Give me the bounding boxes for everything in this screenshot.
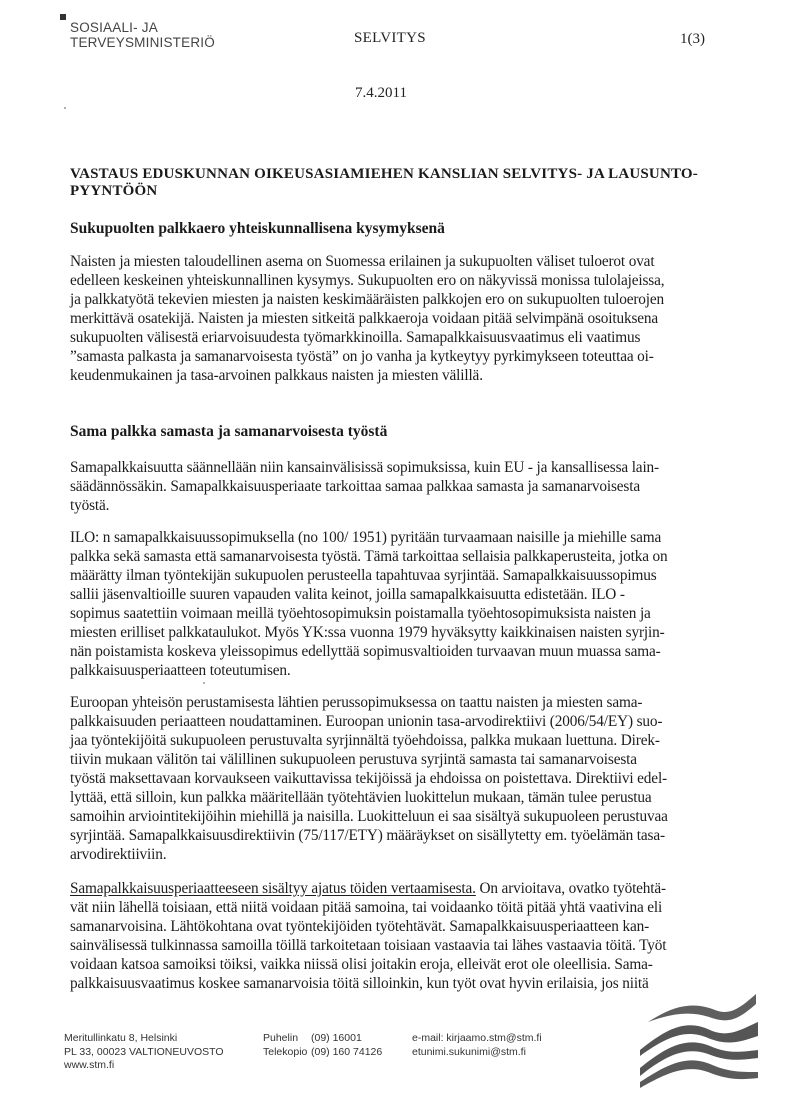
document-date: 7.4.2011 [355, 85, 407, 101]
text-line [70, 879, 710, 898]
section-heading-gender-pay-gap: Sukupuolten palkkaero yhteiskunnallisena kysymyksenä [70, 220, 445, 237]
ministry-logo-mark [60, 14, 66, 20]
text-fragment: On arvioitava, ovatko työtehtä- [475, 880, 666, 897]
text-line: jaa työntekijöitä sukupuoleen perustuvalta syrjinnältä työehdoissa, palkka mukaan luettuna. Direk- [70, 732, 660, 749]
footer-email [412, 1032, 542, 1059]
paragraph [70, 528, 710, 680]
text-line: merkittävä osatekijä. Naisten ja miesten sitkeitä palkkaeroja voidaan pitää selvimpänä osoituksena [70, 310, 659, 327]
text-line: miesten erilliset palkkataulukot. Myös YK:ssa vuonna 1979 hyväksytty kaikkinaisen naisten syrjin- [70, 624, 665, 641]
text-line: sopimus saatettiin voimaan meillä työehtosopimuksin poistamalla työehtosopimuksista naisten ja [70, 605, 651, 622]
text-line: voidaan katsoa samoiksi töiksi, vaikka niissä olisi joitakin eroja, elleivät erot ole oleellisia. Sama- [70, 956, 653, 973]
fax-value: (09) 160 74126 [311, 1045, 383, 1058]
text-line: tiivin mukaan välitön tai välillinen sukupuoleen perustuva syrjintä samasta tai samanarvoisesta [70, 751, 637, 768]
text-line: ja palkkatyötä tekevien miesten ja naisten keskimääräisten palkkojen ero on sukupuolten tuloerojen [70, 291, 665, 308]
text-line: Naisten ja miesten taloudellinen asema on Suomessa erilainen ja sukupuolten väliset tuloerot ovat [70, 253, 655, 270]
title-line: PYYNTÖÖN [70, 183, 158, 199]
text-line: syrjintää. Samapalkkaisuusdirektiivin (75/117/ETY) määräykset on sisällytetty em. työelämän tasa- [70, 827, 665, 844]
paragraph [70, 252, 710, 385]
wave-stroke [640, 1060, 758, 1088]
text-line: vät niin lähellä toisiaan, että niitä voidaan pitää samoina, tai voidaanko töitä pitää yhtä vaativina eli [70, 899, 663, 916]
waves-logo-icon [640, 990, 760, 1090]
text-line: määrätty ilman työntekijän sukupuolen perusteella tapahtuvaa syrjintää. Samapalkkaisuussopimus [70, 567, 657, 584]
footer-address [64, 1032, 224, 1073]
organization-line-1: SOSIAALI- JA [70, 20, 158, 35]
text-line: arvodirektiiviin. [70, 846, 167, 863]
scan-speck [64, 107, 66, 109]
website-link[interactable]: www.stm.fi [64, 1059, 115, 1071]
text-line: Samapalkkaisuutta säännellään niin kansainvälisissä sopimuksissa, kuin EU - ja kansallisessa lain- [70, 459, 659, 476]
organization-name [70, 20, 215, 50]
text-line: nän poistamista koskeva yleissopimus edellyttää sopimusvaltioiden turvaavan muun muassa sama- [70, 643, 661, 660]
text-line: sukupuolten välisestä eriarvoisuudesta työmarkkinoilla. Samapalkkaisuusvaatimus eli vaatimus [70, 329, 641, 346]
text-line: samoihin arviointitekijöihin miehillä ja naisilla. Luokitteluun ei saa sisältyä sukupuoleen perustuvaa [70, 808, 668, 825]
fax-label: Telekopio [263, 1045, 308, 1058]
text-line: palkkaisuuden periaatteen noudattaminen. Euroopan unionin tasa-arvodirektiivi (2006/54/EY) suo- [70, 713, 663, 730]
text-line: palkka sekä samasta että samanarvoisesta työstä. Tämä tarkoittaa sellaisia palkkaperusteita, jotka on [70, 548, 668, 565]
phone-label: Puhelin [263, 1032, 299, 1044]
address-line: PL 33, 00023 VALTIONEUVOSTO [64, 1045, 224, 1058]
text-line: sainvälisessä tulkinnassa samoilla töillä tarkoitetaan toisiaan vastaavia tai lähes vastaavia töitä. Työt [70, 937, 667, 954]
text-line: säädännössäkin. Samapalkkaisuusperiaate tarkoittaa samaa palkkaa samasta ja samanarvoisesta [70, 478, 640, 495]
paragraph [70, 879, 710, 993]
text-line: lyttää, että silloin, kun palkka määritellään työtehtävien luokittelun mukaan, tämän tulee perustua [70, 789, 652, 806]
text-line: ILO: n samapalkkaisuussopimuksella (no 100/ 1951) pyritään turvaamaan naisille ja miehille sama [70, 529, 662, 546]
organization-line-2: TERVEYSMINISTERIÖ [70, 35, 215, 50]
text-line: työstä. [70, 497, 110, 514]
page-indicator: 1(3) [680, 31, 705, 47]
wave-stroke [648, 994, 756, 1022]
address-line: Meritullinkatu 8, Helsinki [64, 1032, 178, 1044]
document-title [70, 166, 710, 200]
text-line: keudenmukainen ja tasa-arvoinen palkkaus naisten ja miesten välillä. [70, 367, 483, 384]
document-type: SELVITYS [354, 30, 426, 46]
footer-phone [263, 1032, 382, 1059]
text-line: Euroopan yhteisön perustamisesta lähtien perussopimuksessa on taattu naisten ja miesten sama- [70, 694, 643, 711]
paragraph [70, 458, 710, 515]
text-line: samanarvoisina. Lähtökohtana ovat työntekijöiden työtehtävät. Samapalkkaisuusperiaatteen kan- [70, 918, 650, 935]
text-line: palkkaisuusperiaatteen toteutumisen. [70, 662, 291, 679]
text-line: sallii jäsenvaltioille suuren vapauden valita keinot, joilla samapalkkaisuutta edistetään. ILO - [70, 586, 625, 603]
email-personal-format: etunimi.sukunimi@stm.fi [412, 1045, 526, 1058]
text-line: ”samasta palkasta ja samanarvoisesta työstä” on jo vanha ja kytkeytyy pyrkimykseen toteuttaa oi- [70, 348, 654, 365]
phone-value: (09) 16001 [311, 1032, 362, 1044]
text-line: palkkaisuusvaatimus koskee samanarvoisia töitä silloinkin, kun työt ovat hyvin erilaisia, jos niitä [70, 975, 649, 992]
underlined-key-sentence: Samapalkkaisuusperiaatteeseen sisältyy ajatus töiden vertaamisesta. [70, 880, 476, 897]
email-general[interactable]: e-mail: kirjaamo.stm@stm.fi [412, 1032, 542, 1044]
wave-stroke [640, 1042, 758, 1076]
section-heading-equal-pay: Sama palkka samasta ja samanarvoisesta työstä [70, 423, 388, 440]
text-line: työstä maksettavaan korvaukseen vaikuttavissa tekijöissä ja ehdoissa on poistettava. Direktiivi edel- [70, 770, 667, 787]
scan-speck [203, 682, 205, 684]
text-line: edelleen keskeinen yhteiskunnallinen kysymys. Sukupuolten ero on näkyvissä monissa tulolajeissa, [70, 272, 665, 289]
paragraph [70, 693, 710, 864]
title-line: VASTAUS EDUSKUNNAN OIKEUSASIAMIEHEN KANSLIAN SELVITYS- JA LAUSUNTO- [70, 166, 698, 182]
